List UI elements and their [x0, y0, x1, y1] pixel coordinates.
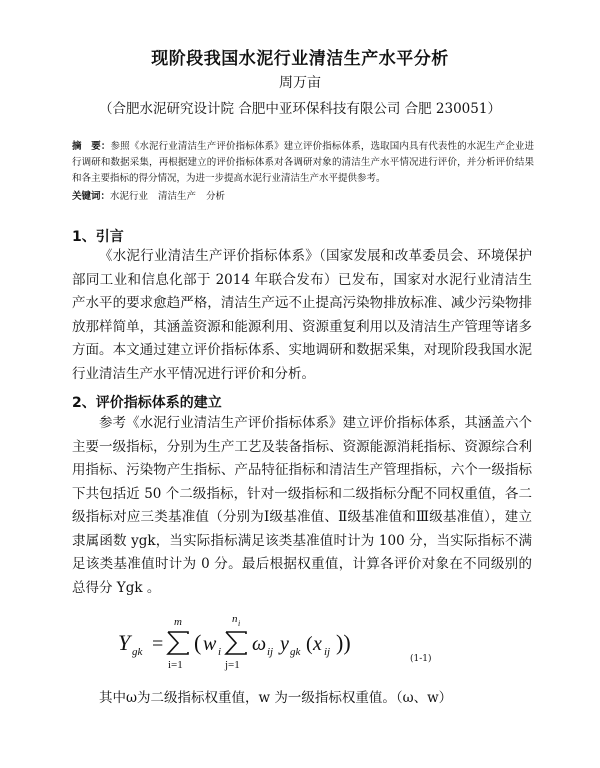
- formula-open-paren: (: [194, 630, 202, 655]
- keyword-item: 清洁生产: [158, 191, 197, 202]
- formula-y-sub: gk: [290, 646, 301, 658]
- sigma-icon: [168, 632, 188, 654]
- formula-x: x: [313, 633, 322, 655]
- formula-omega: ω: [252, 633, 267, 655]
- formula-close-parens: )): [336, 630, 351, 655]
- formula-lhs: Y: [118, 630, 131, 655]
- abstract-block: [72, 139, 534, 187]
- formula-equals: =: [152, 633, 164, 655]
- formula-sum1-upper: m: [174, 616, 182, 628]
- formula-x-sub: ij: [324, 646, 331, 658]
- formula-w-sub: i: [218, 646, 222, 658]
- author-name: 周万亩: [279, 75, 321, 91]
- formula-1-1: [112, 612, 492, 676]
- formula-sum2-upper-sub: i: [238, 619, 241, 628]
- formula-sum2-lower: j=1: [225, 659, 240, 671]
- paper-title: 现阶段我国水泥行业清洁生产水平分析: [151, 49, 449, 69]
- keyword-item: 水泥行业: [110, 191, 149, 202]
- section-heading-index-system: 2、评价指标体系的建立: [72, 395, 222, 411]
- formula-number: (1-1): [410, 654, 432, 664]
- formula-x-open-paren: (: [306, 633, 313, 655]
- abstract-text: 参照《水泥行业清洁生产评价指标体系》建立评价指标体系，选取国内具有代表性的水泥生产企业进行调研和数据采集，再根据建立的评价指标体系对各调研对象的清洁生产水平情况进行评价，并分析评价结果和各主要指标的得分情况，为进一步提高水泥行业清洁生产水平提供参考。: [72, 141, 534, 184]
- formula-w: w: [203, 633, 217, 655]
- keyword-item: 分析: [206, 191, 226, 202]
- keywords-label: 关键词：: [72, 191, 111, 202]
- sigma-icon: [226, 632, 246, 654]
- keywords-block: [72, 189, 534, 205]
- section-paragraph-index-system: 参考《水泥行业清洁生产评价指标体系》建立评价指标体系，其涵盖六个主要一级指标，分别为生产工艺及装备指标、资源能源消耗指标、资源综合利用指标、污染物产生指标、产品特征指标和清洁生产管理指标，六个一级指标下共包括近 50 个二级指标，针对一级指标和二级指标分配不同权重值，各二级指标对应三类基准值（分别为Ⅰ级基准值、Ⅱ级基准值和Ⅲ级基准值），建立隶属函数 ygk，当实际指标满足该类基准值时计为 100 分，当实际指标不满足该类基准值时计为 0 分。最后根据权重值，计算各评价对象在不同级别的总得分 Ygk 。: [72, 415, 532, 596]
- formula-sum2-upper: n: [232, 613, 238, 625]
- author-affiliation: （合肥水泥研究设计院 合肥中亚环保科技有限公司 合肥 230051）: [99, 101, 501, 117]
- formula-y: y: [280, 633, 289, 655]
- section-paragraph-introduction: 《水泥行业清洁生产评价指标体系》（国家发展和改革委员会、环境保护部同工业和信息化部于 2014 年联合发布）已发布，国家对水泥行业清洁生产水平的要求愈趋严格，清洁生产远不止提高污染物排放标准、减少污染物排放那样简单，其涵盖资源和能源利用、资源重复利用以及清洁生产管理等诸多方面。本文通过建立评价指标体系、实地调研和数据采集，对现阶段我国水泥行业清洁生产水平情况进行评价和分析。: [72, 248, 532, 382]
- abstract-label: 摘 要：: [72, 141, 111, 152]
- formula-sum1-lower: i=1: [168, 659, 183, 671]
- formula-omega-sub: ij: [267, 646, 274, 658]
- formula-lhs-sub: gk: [132, 646, 143, 658]
- section-heading-introduction: 1、引言: [72, 229, 124, 245]
- formula-explanation: 其中ω为二级指标权重值，w 为一级指标权重值。（ω、w）: [99, 690, 453, 706]
